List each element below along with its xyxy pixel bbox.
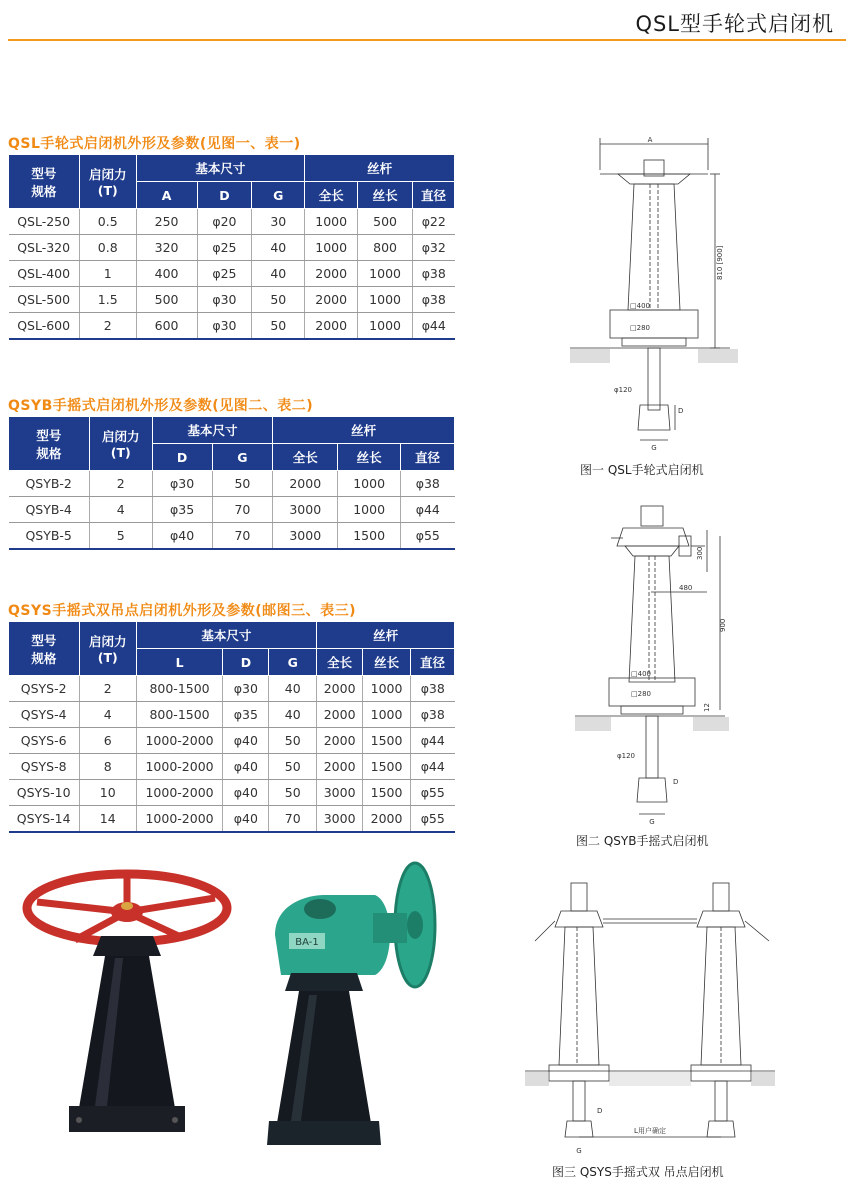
qsys-col-header: L	[136, 649, 223, 676]
table-cell: φ40	[223, 754, 269, 780]
table-cell: φ55	[411, 780, 455, 806]
table-cell: QSYS-2	[9, 676, 80, 702]
table-cell: 3000	[317, 780, 363, 806]
table-cell: 2000	[317, 728, 363, 754]
table-cell: QSYB-4	[9, 497, 90, 523]
table-cell: 0.8	[79, 235, 136, 261]
qsl-col-header: 全长	[305, 182, 358, 209]
table-cell: φ30	[197, 287, 252, 313]
table-cell: 2	[89, 471, 152, 497]
fig1-dim-g: G	[651, 444, 657, 452]
table-row	[9, 497, 455, 523]
screw-header: 丝杆	[273, 417, 455, 444]
table-cell: 1000	[358, 313, 413, 340]
table-cell: φ30	[223, 676, 269, 702]
table-cell: 50	[252, 313, 305, 340]
table-row	[9, 287, 455, 313]
table-cell: 2000	[317, 676, 363, 702]
table-cell: φ38	[413, 287, 455, 313]
qsl-rows	[9, 209, 455, 340]
fig3-dim-d: D	[597, 1107, 603, 1115]
qsys-col-header: D	[223, 649, 269, 676]
table-cell: φ38	[411, 676, 455, 702]
table-cell: 2000	[305, 287, 358, 313]
qsyb-table	[8, 416, 455, 550]
table-cell: 70	[212, 523, 273, 550]
qsl-col-header: A	[136, 182, 197, 209]
fig1-dim-a: A	[647, 136, 653, 144]
qsys-col-header: 全长	[317, 649, 363, 676]
table-cell: 4	[79, 702, 136, 728]
qsyb-col-header: D	[152, 444, 212, 471]
table-cell: QSL-500	[9, 287, 80, 313]
table-cell: 800-1500	[136, 702, 223, 728]
table-cell: φ38	[413, 261, 455, 287]
table-cell: QSYB-5	[9, 523, 90, 550]
table-cell: 40	[252, 235, 305, 261]
qsys-rows	[9, 676, 455, 833]
fig1-dim-d: D	[678, 407, 684, 415]
table-cell: 40	[269, 676, 317, 702]
table-cell: 3000	[317, 806, 363, 833]
fig2-dim-12: 12	[703, 703, 711, 712]
fig3-dim-g: G	[576, 1147, 582, 1155]
table-cell: φ40	[223, 728, 269, 754]
basic-dim-header: 基本尺寸	[136, 155, 305, 182]
table-cell: φ44	[411, 728, 455, 754]
fig1-dim-400: □400	[630, 302, 650, 310]
table-cell: 1000-2000	[136, 754, 223, 780]
table-cell: 1.5	[79, 287, 136, 313]
table-cell: 1500	[363, 754, 411, 780]
table-cell: QSYB-2	[9, 471, 90, 497]
fig2-dim-120: φ120	[617, 752, 635, 760]
table-row	[9, 754, 455, 780]
model-header: 型号 规格	[9, 417, 90, 471]
table-cell: 50	[269, 754, 317, 780]
table-cell: QSL-250	[9, 209, 80, 235]
table-cell: 1000	[363, 676, 411, 702]
model-header: 型号 规格	[9, 622, 80, 676]
table-cell: φ35	[223, 702, 269, 728]
table-cell: 1000-2000	[136, 780, 223, 806]
hoist-badge-label: BA-1	[295, 937, 319, 948]
table-cell: 40	[252, 261, 305, 287]
qsyb-col-header: 直径	[401, 444, 455, 471]
table-cell: 600	[136, 313, 197, 340]
fig2-dim-g: G	[649, 818, 655, 826]
table-cell: 50	[269, 728, 317, 754]
fig3-drawing	[525, 875, 785, 1160]
fig1-dim-height: 810 [900]	[716, 245, 724, 280]
table-cell: 1000	[338, 471, 401, 497]
table-cell: 400	[136, 261, 197, 287]
qsl-col-header: G	[252, 182, 305, 209]
qsyb-col-header: G	[212, 444, 273, 471]
table-cell: 50	[212, 471, 273, 497]
table-cell: φ44	[413, 313, 455, 340]
fig2-caption: 图二 QSYB手摇式启闭机	[576, 834, 709, 848]
page-title: QSL型手轮式启闭机	[635, 12, 834, 36]
table-cell: φ44	[411, 754, 455, 780]
table-cell: 1000-2000	[136, 806, 223, 833]
table-cell: 4	[89, 497, 152, 523]
table-cell: 250	[136, 209, 197, 235]
table-cell: 1500	[363, 728, 411, 754]
qsyb-col-header: 全长	[273, 444, 338, 471]
force-header: 启闭力 (T)	[89, 417, 152, 471]
screw-header: 丝杆	[305, 155, 455, 182]
table-cell: 2000	[305, 261, 358, 287]
fig2-dim-480: 480	[679, 584, 693, 592]
force-header: 启闭力 (T)	[79, 155, 136, 209]
fig2-dim-d: D	[673, 778, 679, 786]
fig2-dim-900: 900	[719, 618, 727, 632]
qsyb-section-title: QSYB手摇式启闭机外形及参数(见图二、表二)	[8, 398, 314, 414]
table-cell: 50	[269, 780, 317, 806]
table-cell: 2	[79, 313, 136, 340]
table-cell: QSYS-10	[9, 780, 80, 806]
table-cell: QSL-320	[9, 235, 80, 261]
table-cell: 30	[252, 209, 305, 235]
table-cell: 0.5	[79, 209, 136, 235]
qsys-col-header: 直径	[411, 649, 455, 676]
table-cell: 1000	[358, 261, 413, 287]
qsys-col-header: 丝长	[363, 649, 411, 676]
table-row	[9, 471, 455, 497]
basic-dim-header: 基本尺寸	[136, 622, 317, 649]
table-cell: φ22	[413, 209, 455, 235]
qsl-col-header: 直径	[413, 182, 455, 209]
table-cell: φ38	[411, 702, 455, 728]
table-row	[9, 523, 455, 550]
qsl-col-header: 丝长	[358, 182, 413, 209]
fig1-drawing	[570, 130, 750, 460]
fig2-dim-280: □280	[631, 690, 651, 698]
table-cell: 2	[79, 676, 136, 702]
table-cell: 1500	[338, 523, 401, 550]
table-cell: φ55	[411, 806, 455, 833]
model-header: 型号 规格	[9, 155, 80, 209]
table-cell: φ25	[197, 261, 252, 287]
qsl-col-header: D	[197, 182, 252, 209]
table-cell: 800	[358, 235, 413, 261]
table-cell: 50	[252, 287, 305, 313]
basic-dim-header: 基本尺寸	[152, 417, 273, 444]
table-cell: φ32	[413, 235, 455, 261]
table-row	[9, 780, 455, 806]
table-cell: 1000	[358, 287, 413, 313]
qsys-col-header: G	[269, 649, 317, 676]
table-cell: φ30	[197, 313, 252, 340]
qsl-table	[8, 154, 455, 340]
table-cell: φ20	[197, 209, 252, 235]
table-cell: QSYS-6	[9, 728, 80, 754]
table-cell: QSL-400	[9, 261, 80, 287]
title-rule	[8, 39, 846, 41]
table-cell: 8	[79, 754, 136, 780]
table-cell: 1000	[305, 235, 358, 261]
table-cell: φ30	[152, 471, 212, 497]
fig1-caption: 图一 QSL手轮式启闭机	[580, 463, 704, 477]
qsys-table	[8, 621, 455, 833]
table-cell: 5	[89, 523, 152, 550]
table-cell: 800-1500	[136, 676, 223, 702]
table-cell: QSYS-8	[9, 754, 80, 780]
table-cell: 70	[212, 497, 273, 523]
qsyb-rows	[9, 471, 455, 550]
table-cell: 2000	[317, 702, 363, 728]
qsl-section-title: QSL手轮式启闭机外形及参数(见图一、表一)	[8, 136, 301, 152]
table-cell: φ40	[152, 523, 212, 550]
qsyb-col-header: 丝长	[338, 444, 401, 471]
fig3-caption: 图三 QSYS手摇式双 吊点启闭机	[552, 1165, 724, 1179]
table-cell: φ40	[223, 780, 269, 806]
table-row	[9, 728, 455, 754]
table-cell: 1000	[363, 702, 411, 728]
table-cell: 70	[269, 806, 317, 833]
fig2-dim-300: 300	[696, 546, 704, 560]
table-cell: φ44	[401, 497, 455, 523]
table-cell: 1000	[338, 497, 401, 523]
table-row	[9, 806, 455, 833]
table-row	[9, 209, 455, 235]
force-header: 启闭力 (T)	[79, 622, 136, 676]
table-cell: 1000-2000	[136, 728, 223, 754]
screw-header: 丝杆	[317, 622, 455, 649]
table-cell: 1500	[363, 780, 411, 806]
table-cell: 320	[136, 235, 197, 261]
table-cell: 2000	[305, 313, 358, 340]
table-cell: 2000	[363, 806, 411, 833]
table-cell: QSYS-4	[9, 702, 80, 728]
table-cell: 40	[269, 702, 317, 728]
table-cell: 3000	[273, 523, 338, 550]
table-cell: 10	[79, 780, 136, 806]
table-row	[9, 676, 455, 702]
table-cell: φ35	[152, 497, 212, 523]
handcrank-hoist-photo	[265, 855, 450, 1165]
table-cell: 500	[358, 209, 413, 235]
fig3-dim-l: L用户确定	[634, 1127, 666, 1135]
fig2-dim-400: □400	[631, 670, 651, 678]
table-row	[9, 702, 455, 728]
fig1-dim-280: □280	[630, 324, 650, 332]
table-cell: 6	[79, 728, 136, 754]
table-cell: φ55	[401, 523, 455, 550]
table-cell: 2000	[317, 754, 363, 780]
table-cell: 14	[79, 806, 136, 833]
table-cell: QSYS-14	[9, 806, 80, 833]
table-cell: 500	[136, 287, 197, 313]
handwheel-hoist-photo	[15, 858, 245, 1168]
table-cell: φ40	[223, 806, 269, 833]
table-cell: 1000	[305, 209, 358, 235]
table-cell: 3000	[273, 497, 338, 523]
table-cell: QSL-600	[9, 313, 80, 340]
table-row	[9, 313, 455, 340]
fig1-dim-120: φ120	[614, 386, 632, 394]
qsys-section-title: QSYS手摇式双吊点启闭机外形及参数(邮图三、表三)	[8, 603, 357, 619]
table-cell: 1	[79, 261, 136, 287]
table-row	[9, 235, 455, 261]
table-cell: φ38	[401, 471, 455, 497]
fig2-drawing	[575, 500, 755, 830]
table-cell: 2000	[273, 471, 338, 497]
table-row	[9, 261, 455, 287]
table-cell: φ25	[197, 235, 252, 261]
